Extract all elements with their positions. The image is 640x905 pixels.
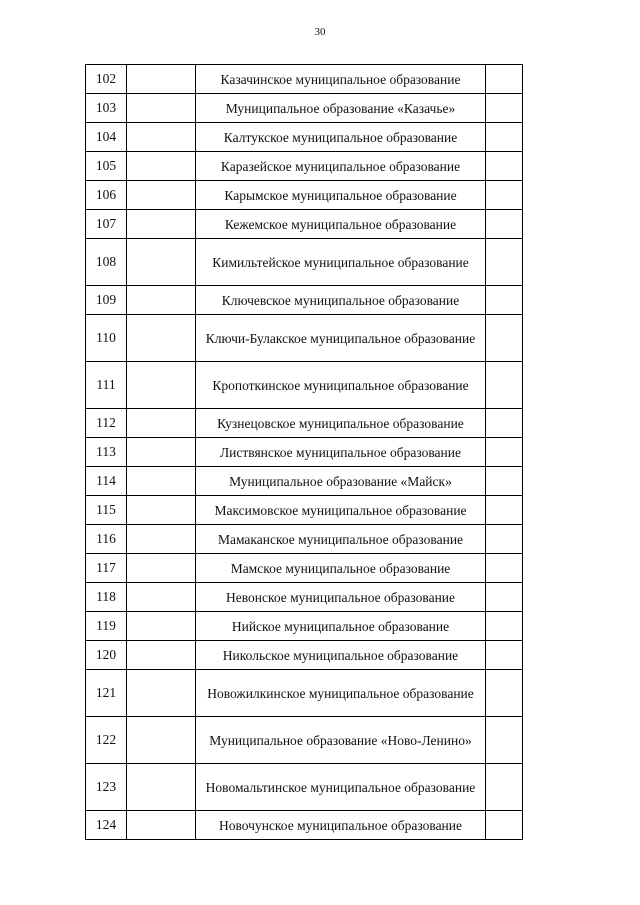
table-row xyxy=(86,438,523,467)
table-row xyxy=(86,94,523,123)
empty-cell xyxy=(127,467,196,496)
municipality-name: Муниципальное образование «Майск» xyxy=(196,467,486,496)
row-number: 119 xyxy=(86,612,127,641)
municipality-name: Мамаканское муниципальное образование xyxy=(196,525,486,554)
empty-cell xyxy=(486,123,523,152)
empty-cell xyxy=(486,286,523,315)
table-row xyxy=(86,315,523,362)
row-number: 122 xyxy=(86,717,127,764)
municipality-name: Ключевское муниципальное образование xyxy=(196,286,486,315)
table-row xyxy=(86,641,523,670)
empty-cell xyxy=(486,554,523,583)
row-number: 104 xyxy=(86,123,127,152)
empty-cell xyxy=(127,239,196,286)
row-number: 121 xyxy=(86,670,127,717)
table-row xyxy=(86,764,523,811)
row-number: 106 xyxy=(86,181,127,210)
empty-cell xyxy=(127,496,196,525)
row-number: 116 xyxy=(86,525,127,554)
municipality-name: Муниципальное образование «Казачье» xyxy=(196,94,486,123)
empty-cell xyxy=(127,554,196,583)
municipality-name: Казачинское муниципальное образование xyxy=(196,65,486,94)
municipality-name: Новомальтинское муниципальное образование xyxy=(196,764,486,811)
empty-cell xyxy=(127,123,196,152)
empty-cell xyxy=(127,525,196,554)
empty-cell xyxy=(127,94,196,123)
municipality-name: Кежемское муниципальное образование xyxy=(196,210,486,239)
municipality-name: Калтукское муниципальное образование xyxy=(196,123,486,152)
municipality-name: Муниципальное образование «Ново-Ленино» xyxy=(196,717,486,764)
table-row xyxy=(86,811,523,840)
row-number: 117 xyxy=(86,554,127,583)
empty-cell xyxy=(486,239,523,286)
row-number: 114 xyxy=(86,467,127,496)
municipality-name: Ключи-Булакское муниципальное образование xyxy=(196,315,486,362)
row-number: 111 xyxy=(86,362,127,409)
row-number: 108 xyxy=(86,239,127,286)
empty-cell xyxy=(486,583,523,612)
empty-cell xyxy=(486,94,523,123)
row-number: 109 xyxy=(86,286,127,315)
empty-cell xyxy=(486,315,523,362)
table-row xyxy=(86,612,523,641)
empty-cell xyxy=(486,496,523,525)
table-row xyxy=(86,525,523,554)
table-row xyxy=(86,152,523,181)
municipality-name: Новочунское муниципальное образование xyxy=(196,811,486,840)
empty-cell xyxy=(127,583,196,612)
empty-cell xyxy=(127,670,196,717)
empty-cell xyxy=(486,181,523,210)
municipality-name: Новожилкинское муниципальное образование xyxy=(196,670,486,717)
table-row xyxy=(86,286,523,315)
row-number: 118 xyxy=(86,583,127,612)
table-row xyxy=(86,717,523,764)
municipality-name: Невонское муниципальное образование xyxy=(196,583,486,612)
table-row xyxy=(86,467,523,496)
municipality-name: Кропоткинское муниципальное образование xyxy=(196,362,486,409)
row-number: 112 xyxy=(86,409,127,438)
table-row xyxy=(86,362,523,409)
empty-cell xyxy=(486,670,523,717)
row-number: 103 xyxy=(86,94,127,123)
empty-cell xyxy=(486,152,523,181)
page-number: 30 xyxy=(314,26,326,38)
empty-cell xyxy=(486,362,523,409)
table-row xyxy=(86,239,523,286)
table-row xyxy=(86,496,523,525)
empty-cell xyxy=(127,210,196,239)
municipality-name: Нийское муниципальное образование xyxy=(196,612,486,641)
empty-cell xyxy=(486,525,523,554)
empty-cell xyxy=(127,641,196,670)
table-row xyxy=(86,65,523,94)
empty-cell xyxy=(127,65,196,94)
empty-cell xyxy=(486,438,523,467)
row-number: 110 xyxy=(86,315,127,362)
empty-cell xyxy=(127,362,196,409)
empty-cell xyxy=(486,811,523,840)
empty-cell xyxy=(127,315,196,362)
empty-cell xyxy=(127,152,196,181)
municipality-name: Карымское муниципальное образование xyxy=(196,181,486,210)
row-number: 113 xyxy=(86,438,127,467)
municipality-name: Листвянское муниципальное образование xyxy=(196,438,486,467)
municipality-name: Кимильтейское муниципальное образование xyxy=(196,239,486,286)
municipality-name: Кузнецовское муниципальное образование xyxy=(196,409,486,438)
empty-cell xyxy=(127,438,196,467)
municipality-name: Мамское муниципальное образование xyxy=(196,554,486,583)
empty-cell xyxy=(127,764,196,811)
municipality-name: Каразейское муниципальное образование xyxy=(196,152,486,181)
table-row xyxy=(86,583,523,612)
table-row xyxy=(86,181,523,210)
table-row xyxy=(86,210,523,239)
table-row xyxy=(86,409,523,438)
row-number: 102 xyxy=(86,65,127,94)
municipalities-table xyxy=(85,64,523,840)
municipality-name: Никольское муниципальное образование xyxy=(196,641,486,670)
row-number: 105 xyxy=(86,152,127,181)
municipality-name: Максимовское муниципальное образование xyxy=(196,496,486,525)
empty-cell xyxy=(486,409,523,438)
empty-cell xyxy=(127,612,196,641)
row-number: 115 xyxy=(86,496,127,525)
empty-cell xyxy=(486,764,523,811)
empty-cell xyxy=(486,467,523,496)
empty-cell xyxy=(127,181,196,210)
empty-cell xyxy=(127,409,196,438)
row-number: 120 xyxy=(86,641,127,670)
table-row xyxy=(86,554,523,583)
empty-cell xyxy=(486,641,523,670)
empty-cell xyxy=(127,811,196,840)
empty-cell xyxy=(486,210,523,239)
row-number: 124 xyxy=(86,811,127,840)
empty-cell xyxy=(486,717,523,764)
table-row xyxy=(86,123,523,152)
row-number: 123 xyxy=(86,764,127,811)
empty-cell xyxy=(486,612,523,641)
empty-cell xyxy=(127,286,196,315)
empty-cell xyxy=(486,65,523,94)
empty-cell xyxy=(127,717,196,764)
row-number: 107 xyxy=(86,210,127,239)
table-row xyxy=(86,670,523,717)
